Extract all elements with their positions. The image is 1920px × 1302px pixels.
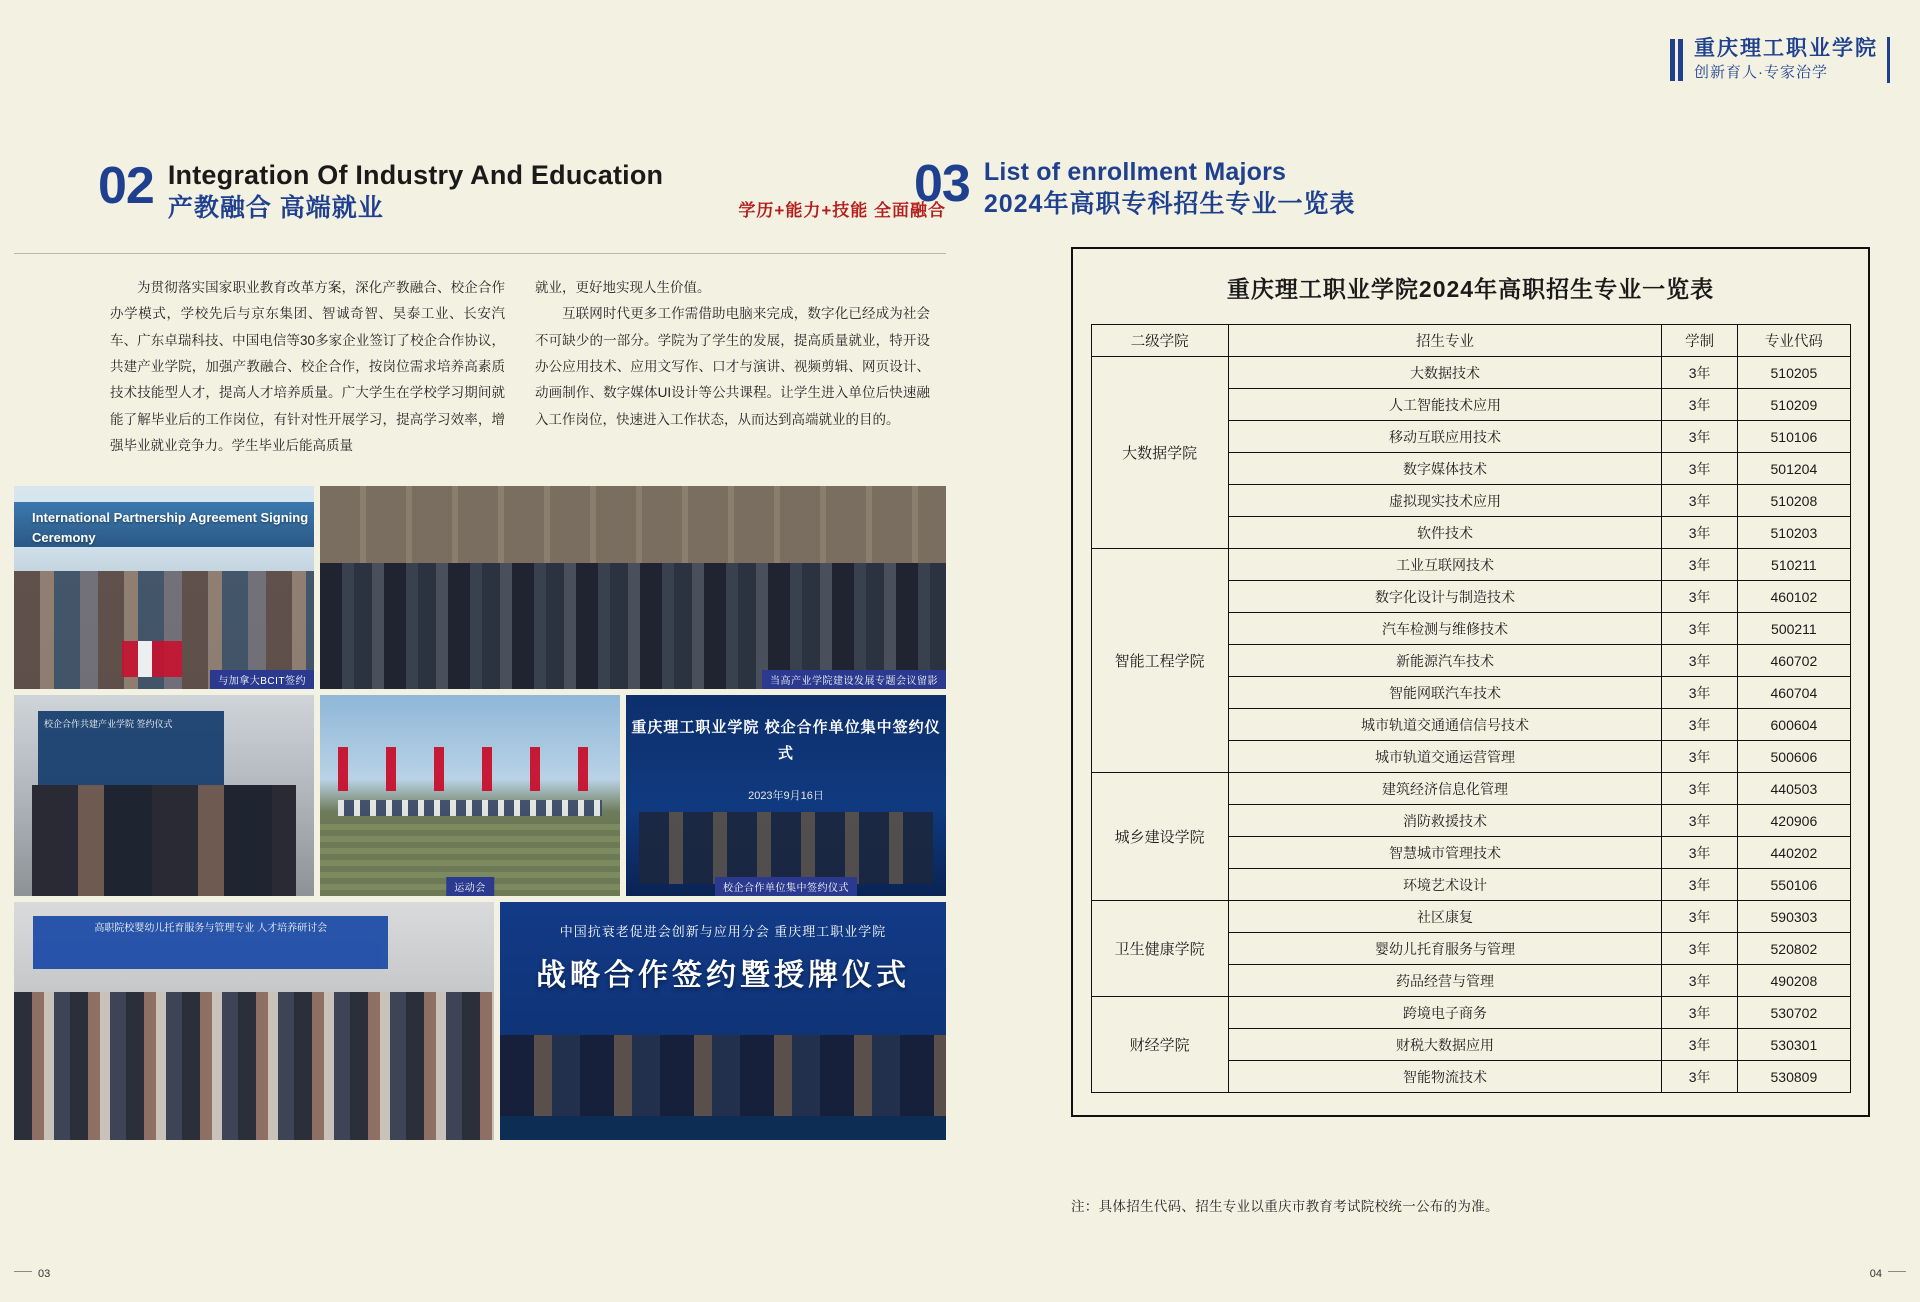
- cell-major: 财税大数据应用: [1228, 1029, 1661, 1061]
- cell-years: 3年: [1662, 901, 1738, 933]
- photo-banner-headline: 战略合作签约暨授牌仪式: [536, 958, 910, 992]
- cell-code: 510209: [1738, 389, 1850, 421]
- cell-college: 财经学院: [1091, 997, 1228, 1093]
- cell-major: 社区康复: [1228, 901, 1661, 933]
- cell-code: 500606: [1738, 741, 1850, 773]
- cell-code: 440202: [1738, 837, 1850, 869]
- photo-caption: 与加拿大BCIT签约: [210, 670, 314, 689]
- photo-banner-text: 重庆理工职业学院 校企合作单位集中签约仪式: [631, 719, 941, 762]
- cell-major: 数字媒体技术: [1228, 453, 1661, 485]
- cell-code: 590303: [1738, 901, 1850, 933]
- photo-banner: [33, 916, 388, 968]
- cell-college: 城乡建设学院: [1091, 773, 1228, 901]
- cell-major: 软件技术: [1228, 517, 1661, 549]
- cell-major: 汽车检测与维修技术: [1228, 613, 1661, 645]
- photo-table: [500, 1116, 946, 1140]
- cell-years: 3年: [1662, 933, 1738, 965]
- photo-screen: [38, 711, 224, 791]
- body-column-2: [535, 275, 930, 459]
- column-header-college: 二级学院: [1091, 325, 1228, 357]
- cell-years: 3年: [1662, 453, 1738, 485]
- cell-years: 3年: [1662, 613, 1738, 645]
- photo-caption: 运动会: [446, 877, 494, 896]
- section-number: 02: [98, 157, 154, 215]
- cell-major: 智能物流技术: [1228, 1061, 1661, 1093]
- section-title-en: Integration Of Industry And Education: [167, 160, 664, 190]
- paragraph-1: 为贯彻落实国家职业教育改革方案，深化产教融合、校企合作办学模式，学校先后与京东集团、智诚奇智、昊泰工业、长安汽车、广东卓瑞科技、中国电信等30多家企业签订了校企合作协议，共建产业学院，加强产教融合、校企合作，按岗位需求培养高素质技术技能型人才，提高人才培养质量。广大学生在学校学习期间就能了解毕业后的工作岗位，有针对性开展学习，提高学习效率，增强毕业就业竞争力。学生毕业后能高质量: [110, 280, 505, 453]
- section-tagline: 学历+能力+技能 全面融合: [738, 201, 946, 220]
- cell-code: 460102: [1738, 581, 1850, 613]
- cell-major: 建筑经济信息化管理: [1228, 773, 1661, 805]
- body-column-1: [110, 275, 505, 459]
- body-text: [110, 275, 930, 459]
- cell-major: 药品经营与管理: [1228, 965, 1661, 997]
- cell-major: 人工智能技术应用: [1228, 389, 1661, 421]
- cell-years: 3年: [1662, 997, 1738, 1029]
- cell-code: 500211: [1738, 613, 1850, 645]
- paragraph-3: 互联网时代更多工作需借助电脑来完成，数字化已经成为社会不可缺少的一部分。学院为了学生的发展，提高质量就业，特开设办公应用技术、应用文写作、口才与演讲、视频剪辑、网页设计、动画制作、数字媒体UI设计等公共课程。让学生进入单位后快速融入工作岗位，快速进入工作状态，从而达到高端就业的目的。: [535, 306, 930, 427]
- photo-school-enterprise-signing: [14, 695, 314, 896]
- table-row: [1091, 901, 1850, 933]
- photo-screen-text: 校企合作共建产业学院 签约仪式: [44, 719, 173, 730]
- cell-code: 530809: [1738, 1061, 1850, 1093]
- photo-date-text: 2023年9月16日: [748, 790, 824, 803]
- column-header-major: 招生专业: [1228, 325, 1661, 357]
- cell-years: 3年: [1662, 869, 1738, 901]
- cell-code: 510208: [1738, 485, 1850, 517]
- photo-strategic-cooperation: [500, 902, 946, 1140]
- right-page: [914, 0, 1920, 1302]
- table-title: 重庆理工职业学院2024年高职招生专业一览表: [1226, 276, 1715, 302]
- cell-years: 3年: [1662, 805, 1738, 837]
- cell-major: 新能源汽车技术: [1228, 645, 1661, 677]
- cell-major: 大数据技术: [1228, 357, 1661, 389]
- cell-years: 3年: [1662, 581, 1738, 613]
- photo-centralized-signing: [626, 695, 946, 896]
- cell-code: 501204: [1738, 453, 1850, 485]
- cell-major: 智慧城市管理技术: [1228, 837, 1661, 869]
- cell-years: 3年: [1662, 837, 1738, 869]
- paragraph-2: 就业，更好地实现人生价值。: [535, 280, 711, 295]
- column-header-code: 专业代码: [1738, 325, 1850, 357]
- logo-rule-icon: [1887, 37, 1890, 83]
- cell-code: 460702: [1738, 645, 1850, 677]
- cell-major: 跨境电子商务: [1228, 997, 1661, 1029]
- column-header-years: 学制: [1662, 325, 1738, 357]
- cell-code: 530301: [1738, 1029, 1850, 1061]
- cell-years: 3年: [1662, 1061, 1738, 1093]
- photo-row-1: [14, 486, 946, 689]
- photo-sports-meeting: [320, 695, 620, 896]
- section-title-cn: 2024年高职专科招生专业一览表: [983, 190, 1356, 218]
- cell-major: 虚拟现实技术应用: [1228, 485, 1661, 517]
- page-number-left: 03: [38, 1268, 51, 1280]
- photo-banner-text: International Partnership Agreement Signing Ceremony: [32, 510, 309, 545]
- logo-bars-icon: [1670, 39, 1686, 81]
- cell-years: 3年: [1662, 773, 1738, 805]
- majors-table-container: [1071, 247, 1870, 1117]
- photo-row-3: [14, 902, 946, 1140]
- cell-code: 510106: [1738, 421, 1850, 453]
- photo-banner-text: 高职院校婴幼儿托育服务与管理专业 人才培养研讨会: [94, 923, 328, 935]
- cell-years: 3年: [1662, 357, 1738, 389]
- majors-table: [1091, 324, 1851, 1093]
- cell-major: 城市轨道交通运营管理: [1228, 741, 1661, 773]
- cell-code: 600604: [1738, 709, 1850, 741]
- cell-major: 移动互联应用技术: [1228, 421, 1661, 453]
- cell-major: 工业互联网技术: [1228, 549, 1661, 581]
- cell-code: 510211: [1738, 549, 1850, 581]
- photo-people: [14, 992, 494, 1140]
- cell-years: 3年: [1662, 677, 1738, 709]
- cell-code: 440503: [1738, 773, 1850, 805]
- photo-caption: 校企合作单位集中签约仪式: [715, 877, 857, 896]
- photo-childcare-seminar: [14, 902, 494, 1140]
- photo-caption: 当高产业学院建设发展专题会议留影: [762, 670, 946, 689]
- photo-people: [32, 785, 296, 896]
- photo-banner-subtext: 中国抗衰老促进会创新与应用分会 重庆理工职业学院: [559, 924, 887, 940]
- folio-rule: [1888, 1271, 1906, 1272]
- cell-college: 大数据学院: [1091, 357, 1228, 549]
- photo-grid: [14, 486, 946, 1146]
- cell-college: 卫生健康学院: [1091, 901, 1228, 997]
- cell-major: 环境艺术设计: [1228, 869, 1661, 901]
- section-header-03: [914, 155, 1674, 219]
- folio-rule: [14, 1271, 32, 1272]
- cell-years: 3年: [1662, 645, 1738, 677]
- cell-code: 530702: [1738, 997, 1850, 1029]
- table-body: [1091, 357, 1850, 1093]
- cell-major: 城市轨道交通通信信号技术: [1228, 709, 1661, 741]
- cell-major: 消防救援技术: [1228, 805, 1661, 837]
- page-number-right: 04: [1869, 1268, 1882, 1280]
- cell-years: 3年: [1662, 741, 1738, 773]
- photo-bcit-signing: [14, 486, 314, 689]
- cell-major: 婴幼儿托育服务与管理: [1228, 933, 1661, 965]
- cell-years: 3年: [1662, 485, 1738, 517]
- photo-people: [639, 812, 933, 884]
- logo-slogan: 创新育人·专家治学: [1694, 64, 1828, 82]
- cell-code: 510205: [1738, 357, 1850, 389]
- table-row: [1091, 773, 1850, 805]
- photo-group-meeting: [320, 486, 946, 689]
- flag-decoration-icon: [122, 641, 182, 677]
- cell-major: 数字化设计与制造技术: [1228, 581, 1661, 613]
- photo-building: [320, 486, 946, 563]
- cell-years: 3年: [1662, 549, 1738, 581]
- cell-years: 3年: [1662, 965, 1738, 997]
- cell-major: 智能网联汽车技术: [1228, 677, 1661, 709]
- cell-years: 3年: [1662, 389, 1738, 421]
- cell-code: 510203: [1738, 517, 1850, 549]
- brand-logo: [1670, 36, 1890, 83]
- table-note: 注：具体招生代码、招生专业以重庆市教育考试院校统一公布的为准。: [1071, 1199, 1499, 1214]
- table-header-row: [1091, 325, 1850, 357]
- cell-code: 490208: [1738, 965, 1850, 997]
- photo-parade-line: [338, 800, 602, 816]
- section-header-02: [98, 157, 946, 223]
- cell-code: 460704: [1738, 677, 1850, 709]
- cell-college: 智能工程学院: [1091, 549, 1228, 773]
- cell-code: 520802: [1738, 933, 1850, 965]
- section-title-en: List of enrollment Majors: [983, 158, 1287, 186]
- table-row: [1091, 549, 1850, 581]
- cell-years: 3年: [1662, 517, 1738, 549]
- logo-name: 重庆理工职业学院: [1694, 37, 1878, 60]
- cell-code: 550106: [1738, 869, 1850, 901]
- cell-years: 3年: [1662, 709, 1738, 741]
- section-title-cn: 产教融合 高端就业: [167, 194, 384, 223]
- cell-code: 420906: [1738, 805, 1850, 837]
- table-row: [1091, 357, 1850, 389]
- section-number: 03: [914, 155, 970, 213]
- cell-years: 3年: [1662, 421, 1738, 453]
- header-divider: [14, 253, 946, 254]
- cell-years: 3年: [1662, 1029, 1738, 1061]
- photo-row-2: [14, 695, 946, 896]
- table-row: [1091, 997, 1850, 1029]
- photo-flags: [338, 747, 602, 791]
